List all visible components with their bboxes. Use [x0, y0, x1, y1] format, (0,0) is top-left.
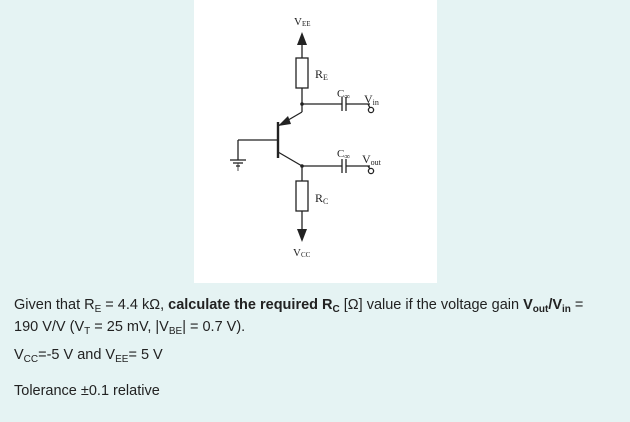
bold-question: calculate the required $R_C$ — [168, 297, 340, 315]
emitter-arrow-icon — [278, 116, 291, 126]
vcc-label: VCC — [293, 247, 311, 259]
problem-line-3: $V_{CC}=-5$ V and $V_{EE}= 5$ V — [14, 347, 163, 365]
cinf2-label: C∞ — [337, 148, 351, 161]
tolerance-text: Tolerance ±0.1 relative — [14, 383, 160, 399]
subscript: E — [94, 304, 102, 315]
collector-lead — [278, 152, 302, 166]
circuit-diagram-panel — [194, 0, 437, 283]
circuit-diagram — [194, 0, 437, 283]
vcc-arrow-icon — [297, 229, 307, 242]
problem-line-2: 190 V/V ($V_T = 25$ mV, $|V_{BE}| = 0.7$ V). — [14, 319, 246, 337]
vee-label: VEE — [294, 16, 311, 28]
re-resistor — [296, 58, 308, 88]
text-segment: = 4.4 kΩ, — [101, 297, 169, 313]
text-segment: [Ω] value if the voltage gain — [339, 297, 524, 313]
emitter-node — [300, 102, 304, 106]
problem-statement — [14, 294, 622, 402]
vin-terminal — [368, 107, 373, 112]
vout-label: Vout — [362, 152, 381, 167]
bold-gain: $V_{out}/V_{in}$ — [523, 297, 571, 315]
vout-terminal — [368, 168, 373, 173]
text-segment: Given that R — [14, 297, 95, 313]
text-segment: = — [570, 297, 584, 313]
problem-line-1 — [14, 294, 622, 316]
vee-arrow-icon — [297, 32, 307, 45]
vin-label: Vin — [364, 92, 379, 107]
re-label: RE — [315, 67, 328, 82]
rc-label: RC — [315, 191, 329, 206]
collector-node — [300, 164, 304, 168]
rc-resistor — [296, 181, 308, 211]
cinf1-label: C∞ — [337, 88, 351, 101]
